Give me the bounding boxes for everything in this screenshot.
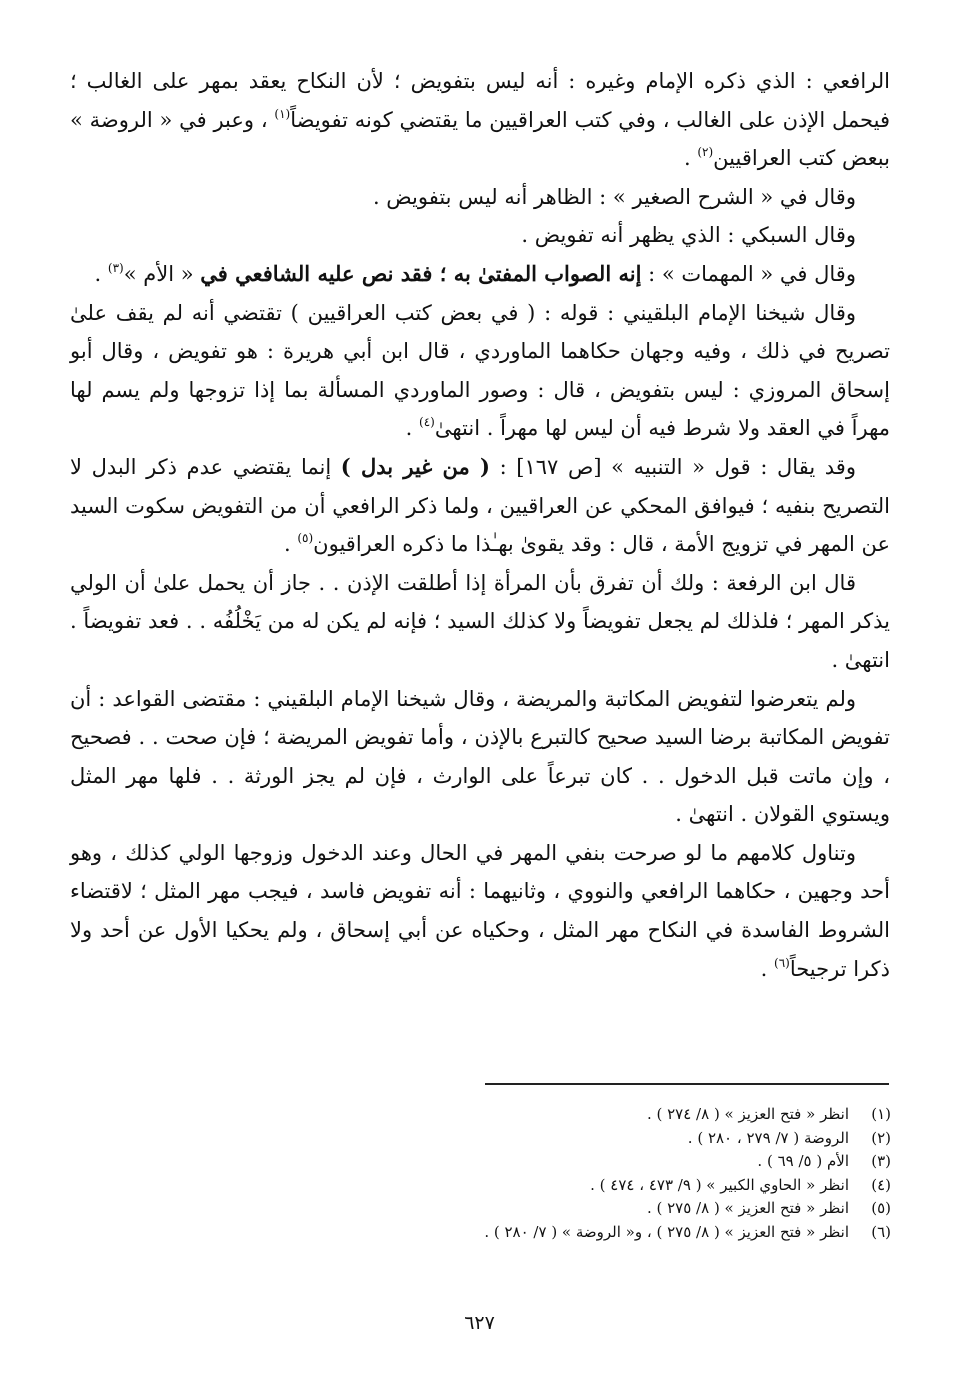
paragraph-text: . — [283, 532, 298, 557]
footnote-ref-2[interactable]: (٢) — [697, 145, 714, 160]
footnote-text: انظر « فتح العزيز » ( ٨/ ٢٧٥ ) ، و« الروضة » ( ٧/ ٢٨٠ ) . — [484, 1222, 849, 1241]
footnote-item — [191, 1103, 891, 1127]
paragraph-1 — [70, 62, 890, 178]
paragraph-text: . — [94, 261, 108, 286]
footnote-item — [191, 1174, 891, 1198]
bold-quote: إنه الصواب المفتىٰ به ؛ فقد نص عليه الشافعي في — [200, 260, 642, 286]
paragraph-text: ، وعبر في « الروضة » ببعض كتب العراقيين — [70, 107, 890, 171]
footnote-ref-6[interactable]: (٦) — [774, 955, 790, 970]
footnote-number: (٦) — [871, 1222, 891, 1241]
footnotes — [191, 1103, 891, 1245]
paragraph-4 — [70, 255, 890, 294]
footnote-separator — [485, 1083, 889, 1085]
paragraph-text: . — [405, 416, 420, 441]
paragraph-text: وقال في « المهمات » : — [641, 261, 856, 286]
page-number: ٦٢٧ — [464, 1312, 495, 1334]
footnote-text: انظر « فتح العزيز » ( ٨/ ٢٧٥ ) . — [646, 1199, 849, 1218]
footnote-ref-1[interactable]: (١) — [274, 106, 291, 121]
paragraph-7: قال ابن الرفعة : ولك أن تفرق بأن المرأة إذا أطلقت الإذن . . جاز أن يحمل علىٰ أن الولي يذكر المهر ؛ فلذلك لم يجعل تفويضاً ولا كذلك السيد ؛ فإنه لم يكن له من يَخْلُفُه . . فعد تفويضاً . انتهىٰ . — [70, 570, 890, 672]
footnote-item — [191, 1127, 891, 1151]
footnote-number: (٤) — [871, 1175, 891, 1194]
paragraph-text: وتناول كلامهم ما لو صرحت بنفي المهر في الحال وعند الدخول وزوجها الولي كذلك ، وهو أحد وجهين ، حكاهما الرافعي والنووي ، وثانيهما : أنه تفويض فاسد ، فيجب مهر المثل ؛ لاقتضاء الشروط الفاسدة في النكاح مهر المثل ، وحكياه عن أبي إسحاق ، ولم يحكيا الأول عن أحد ولا ذكرا ترجيحاً — [70, 840, 890, 981]
paragraph-8: ولم يتعرضوا لتفويض المكاتبة والمريضة ، وقال شيخنا الإمام البلقيني : مقتضى القواعد : أن تفويض المكاتبة برضا السيد صحيح كالتبرع بالإذن ، وأما تفويض المريضة ؛ فإن صحت . . فصحيح ، وإن ماتت قبل الدخول . . كان تبرعاً على الوارث ، فإن لم يجز الورثة . . فلها مهر المثل ويستوي القولان . انتهىٰ . — [70, 686, 890, 827]
footnote-item — [191, 1197, 891, 1221]
footnote-ref-5[interactable]: (٥) — [297, 531, 314, 546]
footnote-ref-3[interactable]: (٣) — [107, 260, 124, 275]
footnote-number: (١) — [871, 1105, 891, 1123]
footnote-number: (٥) — [871, 1199, 891, 1218]
footnote-text: انظر « الحاوي الكبير » ( ٩/ ٤٧٣ ، ٤٧٤ ) . — [590, 1175, 849, 1194]
paragraph-9 — [70, 834, 890, 988]
paragraph-6 — [70, 448, 890, 564]
paragraph-text: . — [683, 146, 698, 171]
paragraph-2: وقال في « الشرح الصغير » : الظاهر أنه ليس بتفويض . — [372, 184, 856, 209]
footnote-number: (٣) — [871, 1152, 891, 1171]
footnote-item — [191, 1150, 891, 1174]
paragraph-text: الرافعي : الذي ذكره الإمام وغيره : أنه ليس بتفويض ؛ لأن النكاح يعقد بمهر على الغالب ؛ فيحمل الإذن على الغالب ، وفي كتب العراقيين ما يقتضي كونه تفويضاً — [70, 69, 890, 132]
paragraph-text: . — [760, 956, 775, 981]
footnote-text: الروضة ( ٧/ ٢٧٩ ، ٢٨٠ ) . — [687, 1128, 849, 1147]
paragraph-text: وقال شيخنا الإمام البلقيني : قوله : ( في بعض كتب العراقيين ) تقتضي أنه لم يقف علىٰ تصريح في ذلك ، وفيه وجهان حكاهما الماوردي ، قال ابن أبي هريرة : هو تفويض ، وقال أبو إسحاق المروزي : ليس بتفويض ، قال : وصور الماوردي المسألة بما إذا تزوجها ولم يسم لها مهراً في العقد ولا شرط فيه أن ليس لها مهراً . انتهىٰ — [70, 300, 890, 441]
paragraph-text: وقد يقال : قول « التنبيه » [ص ١٦٧] : — [489, 454, 856, 479]
bold-quote: ( من غير بدل ) — [340, 453, 490, 479]
footnote-text: انظر « فتح العزيز » ( ٨/ ٢٧٤ ) . — [646, 1105, 849, 1123]
footnote-number: (٢) — [871, 1128, 891, 1147]
footnote-ref-4[interactable]: (٤) — [419, 415, 435, 430]
paragraph-text: « الأم » — [123, 261, 201, 286]
paragraph-3: وقال السبكي : الذي يظهر أنه تفويض . — [521, 223, 856, 248]
footnote-item — [191, 1221, 891, 1245]
paragraph-5 — [70, 294, 890, 448]
page-body — [70, 62, 890, 988]
footnote-text: الأم ( ٥/ ٦٩ ) . — [757, 1152, 849, 1171]
paragraph-text: إنما يقتضي عدم ذكر البدل لا التصريح بنفيه ؛ فيوافق المحكي عن العراقيين ، ولما ذكر الرافعي أن من التفويض سكوت السيد عن المهر في تزويج الأمة ، قال : وقد يقوىٰ بهـٰذا ما ذكره العراقيون — [70, 454, 890, 557]
